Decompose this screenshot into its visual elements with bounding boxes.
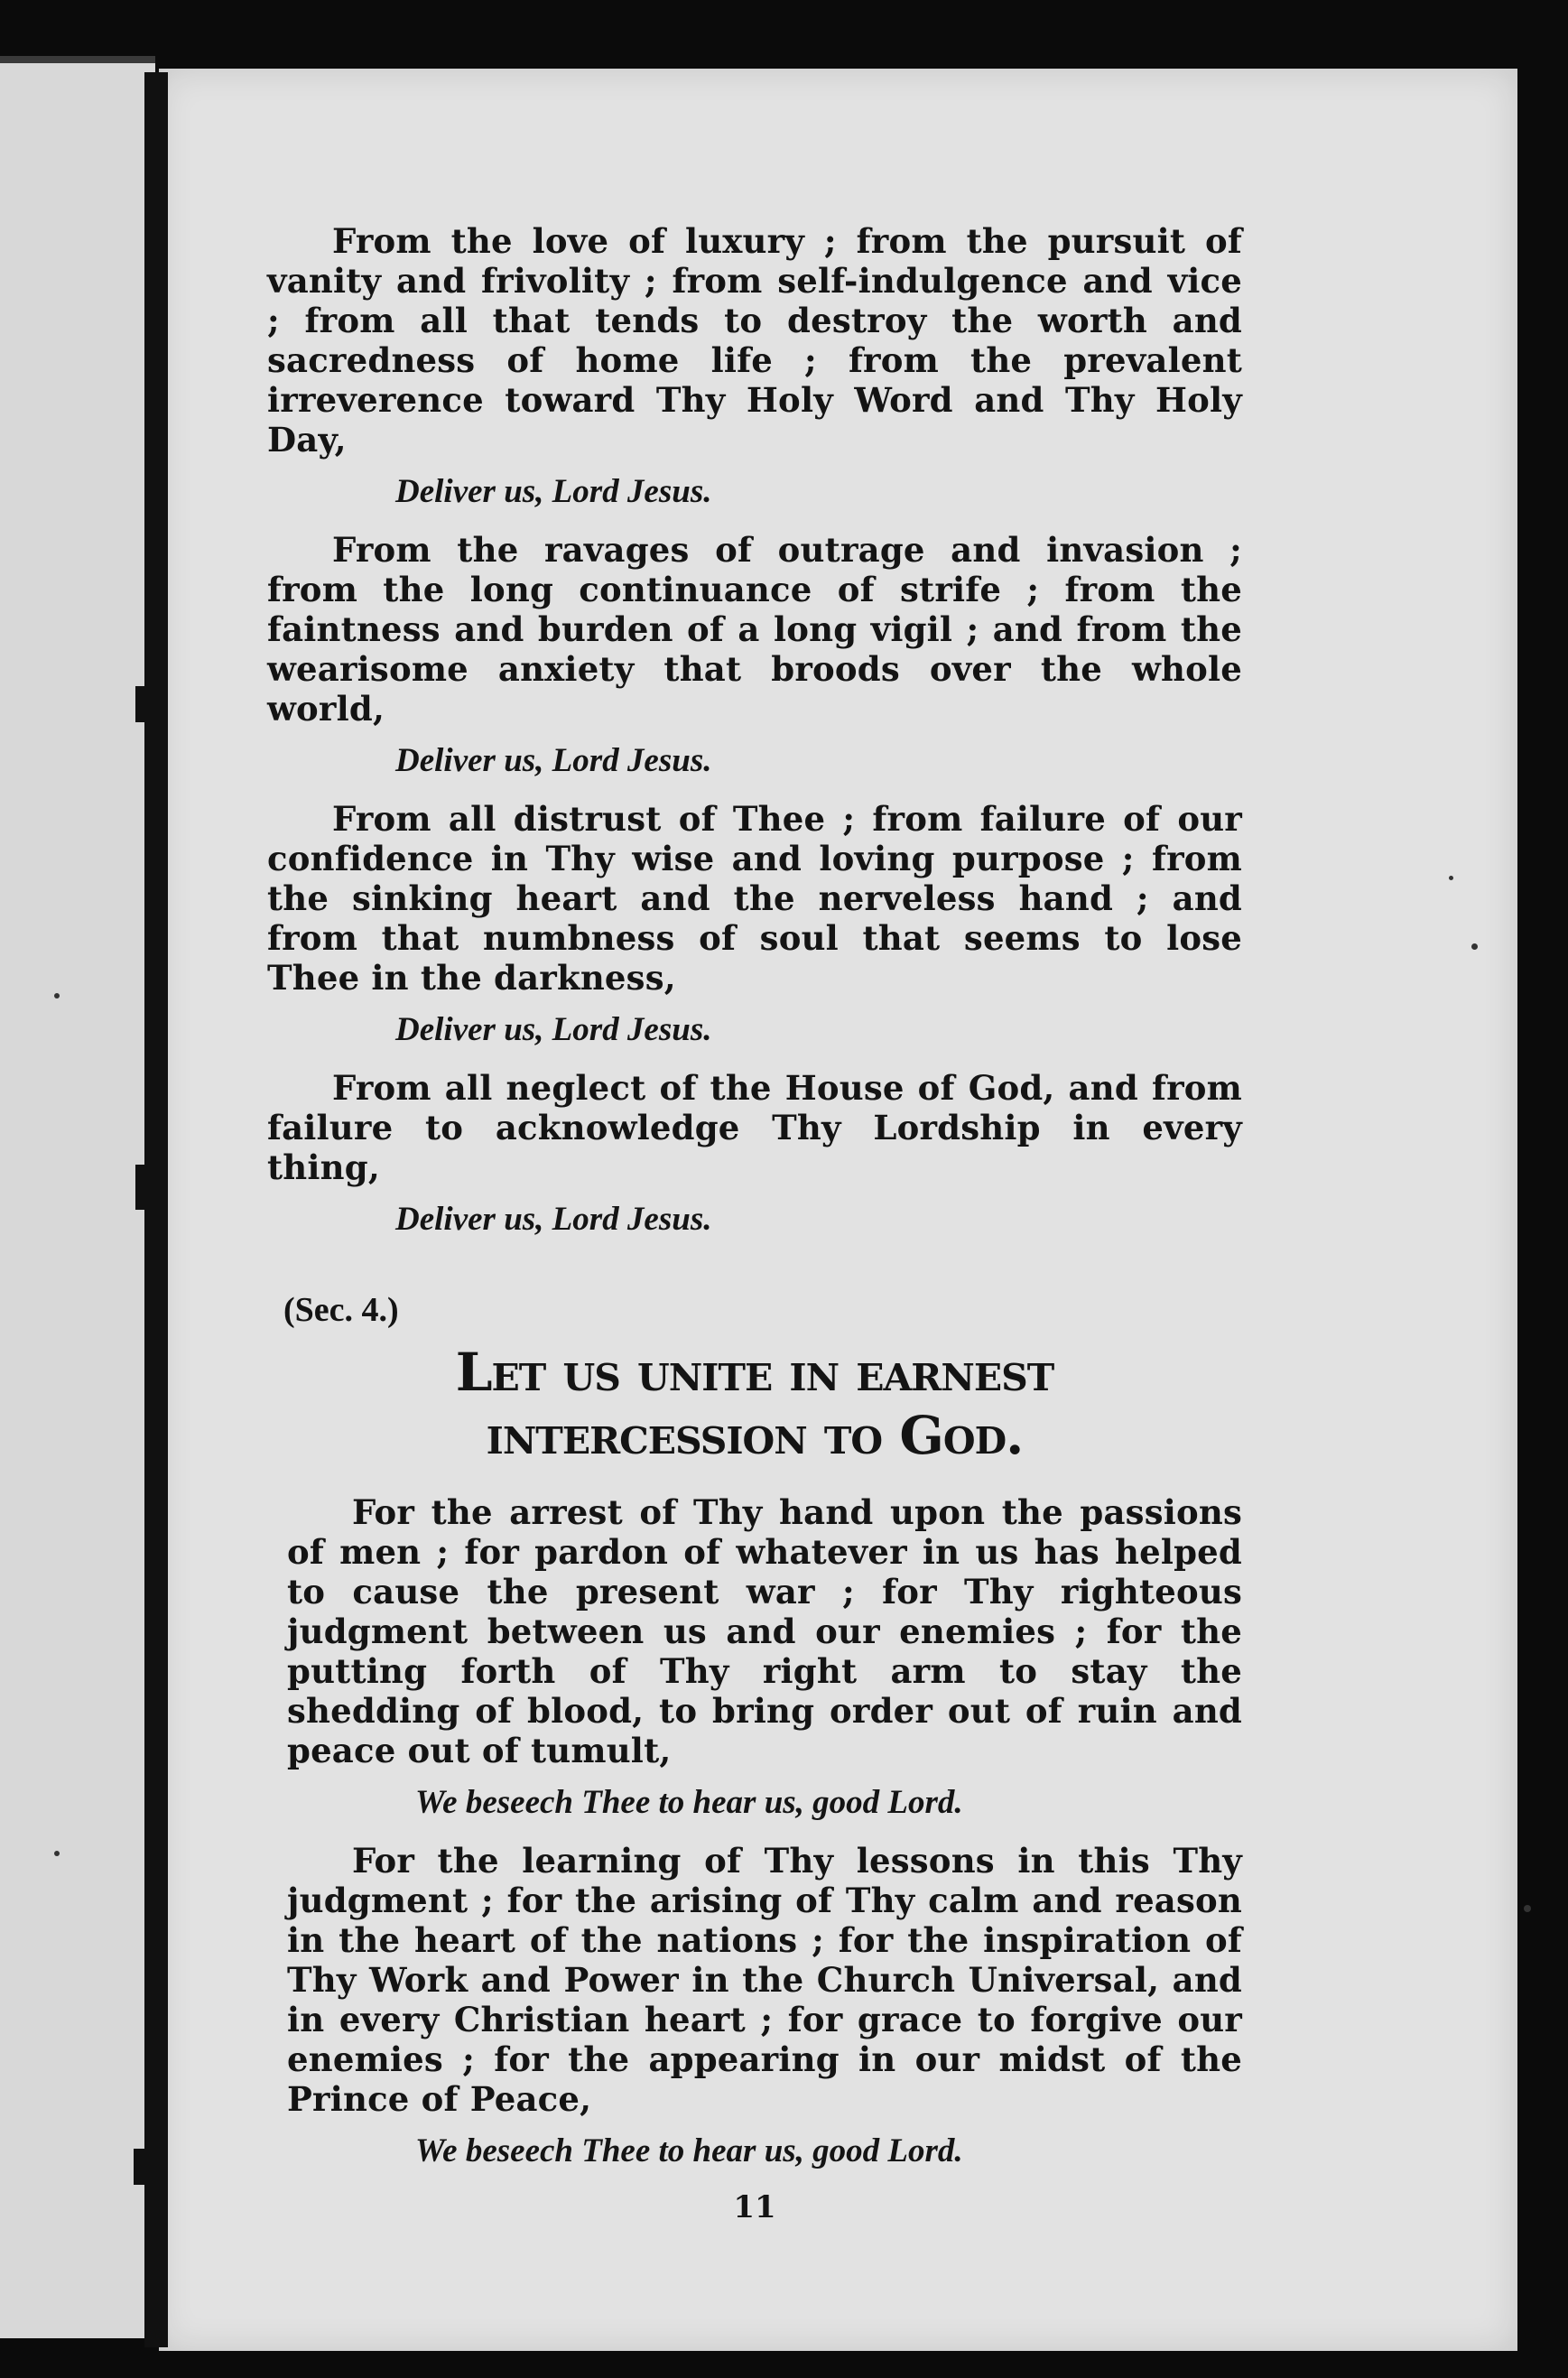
petition-paragraph: From all neglect of the House of God, and from failure to acknowledge Thy Lordship in every thing, (267, 1068, 1242, 1187)
speck (1449, 876, 1453, 880)
petition-paragraph: From the ravages of outrage and invasion ; from the long continuance of strife ; from the faintness and burden of a long vigil ; and from the wearisome anxiety that broods over the whole world, (267, 530, 1242, 729)
heading-line-2: intercession to God. (486, 1405, 1024, 1466)
speck (54, 1851, 60, 1856)
section-heading (267, 1341, 1242, 1467)
petition-response: Deliver us, Lord Jesus. (395, 473, 712, 510)
petition-response: Deliver us, Lord Jesus. (395, 742, 712, 779)
petition-response: Deliver us, Lord Jesus. (395, 1201, 712, 1238)
gutter-notch (135, 1165, 155, 1210)
facing-page (0, 63, 155, 2338)
intercession-paragraph: For the learning of Thy lessons in this Thy judgment ; for the arising of Thy calm and reason in the heart of the nations ; for the inspiration of Thy Work and Power in the Church Universal, and in every Christian heart ; for grace to forgive our enemies ; for the appearing in our midst of the Prince of Peace, (287, 1841, 1242, 2119)
section-2 (287, 1492, 1242, 2171)
petition-response: Deliver us, Lord Jesus. (395, 1011, 712, 1048)
intercession-response: We beseech Thee to hear us, good Lord. (415, 2132, 963, 2169)
gutter-notch (134, 2149, 155, 2185)
speck (1524, 1905, 1531, 1912)
page-number: 11 (733, 2189, 776, 2225)
section-label: (Sec. 4.) (283, 1291, 399, 1329)
speck (54, 993, 60, 999)
heading-line-1: Let us unite in earnest (455, 1342, 1054, 1403)
gutter-notch (135, 686, 155, 722)
petition-paragraph: From all distrust of Thee ; from failure of our confidence in Thy wise and loving purpose ; from the sinking heart and the nerveless hand ; and from that numbness of soul that seems to lose Thee in the darkness, (267, 799, 1242, 998)
intercession-paragraph: For the arrest of Thy hand upon the passions of men ; for pardon of whatever in us has helped to cause the present war ; for Thy righteous judgment between us and our enemies ; for the putting forth of Thy right arm to stay the shedding of blood, to bring order out of ruin and peace out of tumult, (287, 1492, 1242, 1770)
section-1 (267, 221, 1242, 2225)
binding-gutter (144, 72, 168, 2347)
speck (1471, 943, 1478, 950)
intercession-response: We beseech Thee to hear us, good Lord. (415, 1784, 963, 1821)
petition-paragraph: From the love of luxury ; from the pursuit of vanity and frivolity ; from self-indulgence and vice ; from all that tends to destroy the worth and sacredness of home life ; from the prevalent irreverence toward Thy Holy Word and Thy Holy Day, (267, 221, 1242, 460)
